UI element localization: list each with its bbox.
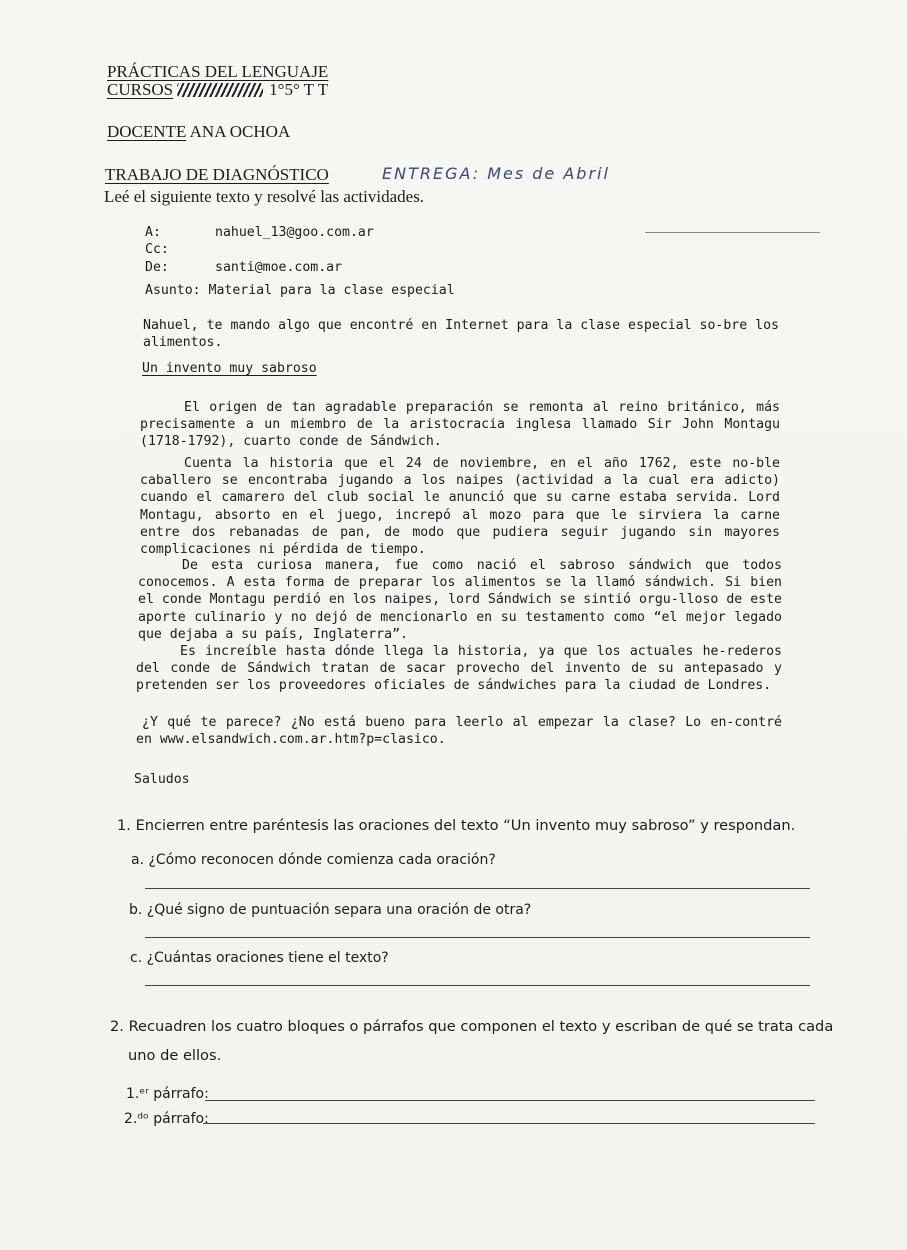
teacher-line — [107, 122, 290, 142]
paragraph-2: Cuenta la historia que el 24 de noviembre, en el año 1762, este no-ble caballero se encontraba jugando a los naipes (actividad a la cual era adicto) cuando el camarero del club social le anunció que su carne estaba servida. Lord Montagu, absorto en el juego, increpó al mozo para que le sirviera la carne entre dos rebanadas de pan, de modo que pudiera seguir jugando sin mayores complicaciones ni pérdida de tiempo. — [140, 456, 780, 558]
courses-value: 1°5° T T — [269, 80, 329, 99]
paragraph-1-label: 1.ᵉʳ párrafo: — [126, 1086, 209, 1102]
question-1: 1. Encierren entre paréntesis las oraciones del texto “Un invento muy sabroso” y respondan. — [117, 817, 796, 834]
closing-question: ¿Y qué te parece? ¿No está bueno para leerlo al empezar la clase? Lo en-contré en www.elsandwich.com.ar.htm?p=clasico. — [136, 715, 782, 748]
email-to-row — [145, 224, 374, 241]
courses-label: CURSOS — [107, 80, 174, 99]
crossed-out-scribble — [177, 83, 263, 97]
question-1a: a. ¿Cómo reconocen dónde comienza cada oración? — [131, 852, 496, 868]
from-label: De: — [145, 260, 169, 275]
email-divider — [645, 232, 820, 233]
signoff: Saludos — [134, 772, 190, 787]
subject-label: Asunto: — [145, 283, 201, 298]
paragraph-1: El origen de tan agradable preparación se remonta al reino británico, más precisamente a un miembro de la aristocracia inglesa llamado Sir John Montagu (1718-1792), cuarto conde de Sándwich. — [140, 400, 780, 450]
subject-title: PRÁCTICAS DEL LENGUAJE — [107, 62, 329, 81]
subject-value: Material para la clase especial — [208, 283, 455, 298]
cc-label: Cc: — [145, 242, 169, 257]
question-1c: c. ¿Cuántas oraciones tiene el texto? — [130, 950, 389, 966]
courses-line — [107, 80, 328, 100]
answer-line-1a[interactable] — [145, 888, 810, 889]
delivery-handwritten-note: ENTREGA: Mes de Abril — [382, 164, 610, 183]
email-intro: Nahuel, te mando algo que encontré en Internet para la clase especial so-bre los alimentos. — [143, 318, 779, 351]
question-1b: b. ¿Qué signo de puntuación separa una oración de otra? — [129, 902, 532, 918]
work-title: TRABAJO DE DIAGNÓSTICO — [105, 165, 329, 184]
email-subject-row — [145, 282, 455, 299]
teacher-label: DOCENTE — [107, 122, 187, 141]
answer-line-paragraph-2[interactable] — [203, 1123, 815, 1124]
email-cc-row — [145, 241, 215, 258]
answer-line-1c[interactable] — [145, 985, 810, 986]
instruction-text: Leé el siguiente texto y resolvé las actividades. — [104, 187, 425, 206]
question-2-line-1: 2. Recuadren los cuatro bloques o párrafos que componen el texto y escriban de qué se trata cada — [110, 1018, 834, 1035]
article-title: Un invento muy sabroso — [142, 361, 317, 376]
question-2-line-2: uno de ellos. — [128, 1047, 222, 1064]
email-from-row — [145, 259, 342, 276]
teacher-name: ANA OCHOA — [189, 122, 291, 141]
to-label: A: — [145, 225, 161, 240]
answer-line-paragraph-1[interactable] — [205, 1100, 815, 1101]
to-value: nahuel_13@goo.com.ar — [215, 225, 374, 240]
paragraph-3: De esta curiosa manera, fue como nació el sabroso sándwich que todos conocemos. A esta forma de preparar los alimentos se la llamó sándwich. Si bien el conde Montagu perdió en los naipes, lord Sándwich se sintió orgu-lloso de este aporte culinario y no dejó de mencionarlo en su testamento como “el mejor legado que dejaba a su país, Inglaterra”. — [138, 558, 782, 642]
answer-line-1b[interactable] — [145, 937, 810, 938]
paragraph-2-label: 2.ᵈᵒ párrafo: — [124, 1111, 209, 1127]
from-value: santi@moe.com.ar — [215, 260, 343, 275]
paragraph-4: Es increíble hasta dónde llega la historia, ya que los actuales he-rederos del conde de Sándwich tratan de sacar provecho del invento de su antepasado y pretenden ser los proveedores oficiales de sándwiches para la ciudad de Londres. — [136, 644, 782, 694]
